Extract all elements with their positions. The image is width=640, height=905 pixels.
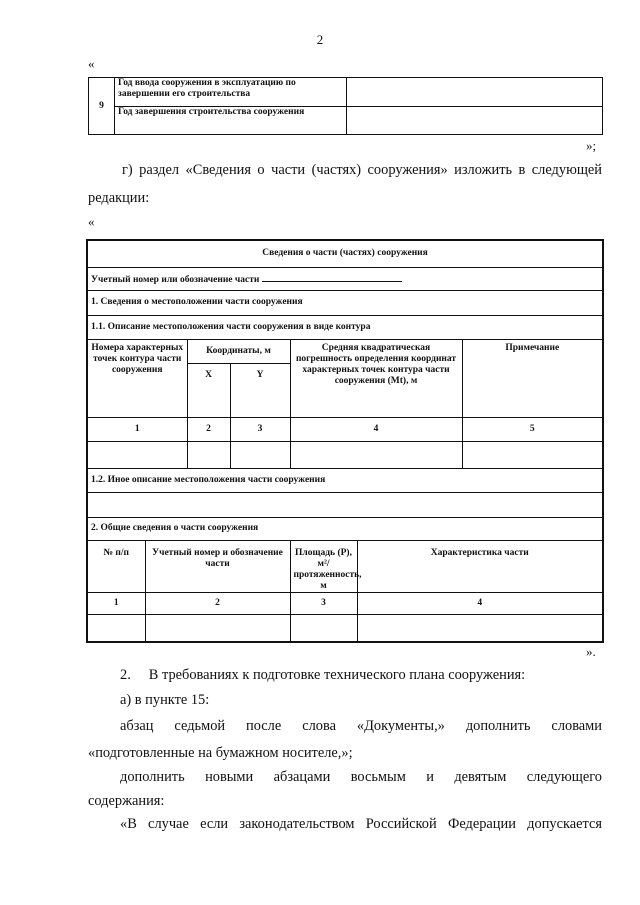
table-title: Сведения о части (частях) сооружения <box>87 240 603 267</box>
col-header-x: X <box>187 363 230 417</box>
paragraph-last: «В случае если законодательством Российской Федерации допускается <box>120 816 602 832</box>
col-number-4: 4 <box>290 417 462 441</box>
completion-year-label: Год завершения строительства сооружения <box>115 107 347 135</box>
commissioning-year-label: Год ввода сооружения в эксплуатацию по завершении его строительства <box>115 78 347 107</box>
paragraph-a: а) в пункте 15: <box>120 692 210 708</box>
section-1-heading: 1. Сведения о местоположении части сооружения <box>87 290 603 315</box>
section-1-1-heading: 1.1. Описание местоположения части сооружения в виде контура <box>87 315 603 339</box>
part-info-table <box>86 239 604 643</box>
closing-quote-semicolon: »; <box>586 138 597 153</box>
completion-year-value <box>347 107 603 135</box>
col-number-3: 3 <box>230 417 290 441</box>
col-header-np: № п/п <box>87 540 145 592</box>
page-number: 2 <box>316 32 324 47</box>
col-number-1: 1 <box>87 417 187 441</box>
commissioning-year-value <box>347 78 603 107</box>
paragraph-g-line2: редакции: <box>88 190 150 206</box>
empty-row <box>87 492 603 517</box>
col-header-coordinates: Координаты, м <box>187 339 290 363</box>
col-header-point-numbers: Номера характерных точек контура части сооружения <box>87 339 187 417</box>
structure-info-table-fragment <box>88 77 603 135</box>
paragraph-add-line2: содержания: <box>88 793 165 809</box>
empty-cell <box>462 441 603 468</box>
section-2-heading: 2. Общие сведения о части сооружения <box>87 517 603 540</box>
empty-cell <box>230 441 290 468</box>
col-num-b-2: 2 <box>145 592 290 614</box>
col-header-y: Y <box>230 363 290 417</box>
paragraph-abz7-line2: «подготовленные на бумажном носителе,»; <box>88 745 353 761</box>
col-number-5: 5 <box>462 417 603 441</box>
section-1-2-heading: 1.2. Иное описание местоположения части сооружения <box>87 468 603 492</box>
empty-cell <box>87 441 187 468</box>
empty-cell <box>290 614 357 642</box>
col-header-note: Примечание <box>462 339 603 417</box>
col-number-2: 2 <box>187 417 230 441</box>
account-number-blank <box>262 272 402 282</box>
opening-quote-1: « <box>88 56 95 71</box>
account-number-label: Учетный номер или обозначение части <box>91 274 260 285</box>
empty-cell <box>290 441 462 468</box>
paragraph-g-line1: г) раздел «Сведения о части (частях) сооружения» изложить в следующей <box>122 162 602 178</box>
paragraph-abz7-line1: абзац седьмой после слова «Документы,» дополнить словами <box>120 718 602 734</box>
col-header-area: Площадь (Р), м²/ протяженность, м <box>290 540 357 592</box>
empty-cell <box>87 614 145 642</box>
closing-quote-period: ». <box>586 644 596 659</box>
col-num-b-4: 4 <box>357 592 603 614</box>
col-header-account: Учетный номер и обозначение части <box>145 540 290 592</box>
empty-cell <box>357 614 603 642</box>
col-header-mean-error: Средняя квадратическая погрешность определения координат характерных точек контура части сооружения (Mt), м <box>290 339 462 417</box>
col-num-b-3: 3 <box>290 592 357 614</box>
paragraph-2: 2. В требованиях к подготовке технического плана сооружения: <box>120 667 526 683</box>
paragraph-add-line1: дополнить новыми абзацами восьмым и девятым следующего <box>120 769 602 785</box>
col-num-b-1: 1 <box>87 592 145 614</box>
row-number-cell: 9 <box>89 78 115 135</box>
empty-cell <box>187 441 230 468</box>
empty-cell <box>145 614 290 642</box>
opening-quote-2: « <box>88 214 95 229</box>
col-header-characteristic: Характеристика части <box>357 540 603 592</box>
account-number-row <box>87 267 603 290</box>
